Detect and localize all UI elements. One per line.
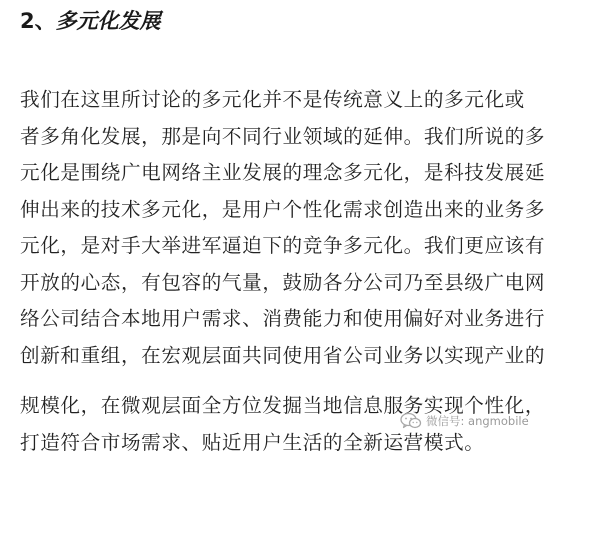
- section-number: 2、: [20, 9, 56, 33]
- paragraph-line: 打造符合市场需求、贴近用户生活的全新运营模式。: [20, 430, 485, 454]
- paragraph-line: 创新和重组，在宏观层面共同使用省公司业务以实现产业的: [20, 343, 546, 367]
- paragraph-line: 伸出来的技术多元化，是用户个性化需求创造出来的业务多: [20, 197, 546, 221]
- paragraph-line: 规模化，在微观层面全方位发掘当地信息服务实现个性化，: [20, 394, 546, 417]
- wechat-icon: [400, 412, 422, 430]
- paragraph-line: 络公司结合本地用户需求、消费能力和使用偏好对业务进行: [20, 307, 546, 330]
- paragraph-line: 我们在这里所讨论的多元化并不是传统意义上的多元化或: [20, 88, 525, 111]
- wechat-id-text: 微信号: angmobile: [426, 414, 529, 428]
- paragraph-line: 元化是围绕广电网络主业发展的理念多元化，是科技发展延: [20, 161, 546, 184]
- paragraph-line: 者多角化发展，那是向不同行业领域的延伸。我们所说的多: [20, 124, 546, 148]
- wechat-watermark: [400, 412, 529, 430]
- paragraph-line: 开放的心态，有包容的气量，鼓励各分公司乃至县级广电网: [20, 270, 546, 294]
- paragraph-line: 元化，是对手大举进军逼迫下的竞争多元化。我们更应该有: [20, 234, 546, 257]
- body-paragraph: [20, 82, 595, 461]
- section-heading: [20, 6, 161, 36]
- section-title: 多元化发展: [55, 9, 161, 33]
